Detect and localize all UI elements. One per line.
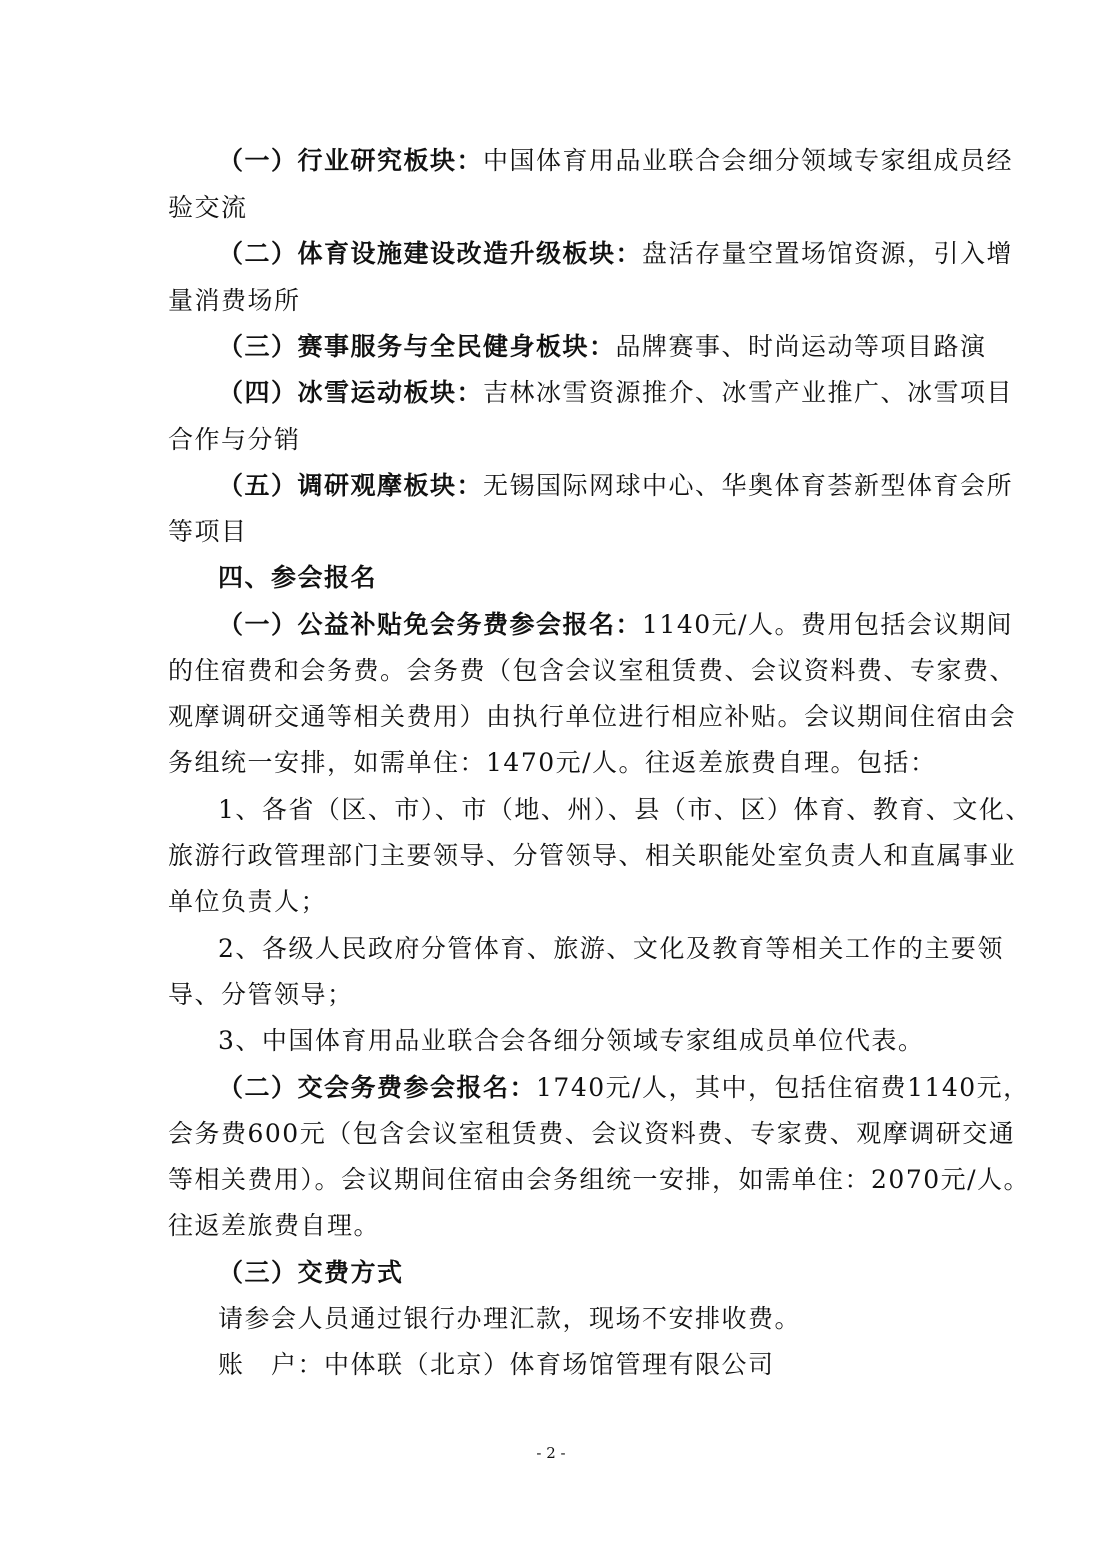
account-line — [218, 1349, 938, 1381]
line-heading: （一）行业研究板块： — [218, 146, 484, 175]
line-heading: （四）冰雪运动板块： — [218, 378, 484, 407]
line-text: 量消费场所 — [168, 286, 301, 315]
line-text: 的住宿费和会务费。会务费（包含会议室租赁费、会议资料费、专家费、 — [168, 656, 1017, 685]
line-text: 往返差旅费自理。 — [168, 1211, 381, 1240]
paragraph-line — [168, 516, 938, 548]
line-text: 等项目 — [168, 517, 248, 546]
line-heading: （一）公益补贴免会务费参会报名： — [218, 610, 643, 639]
line-text: 1740元/人，其中，包括住宿费1140元， — [536, 1073, 1030, 1102]
line-heading: （二）体育设施建设改造升级板块： — [218, 239, 643, 268]
line-text: 1、各省（区、市）、市（地、州）、县（市、区）体育、教育、文化、 — [218, 795, 1032, 824]
paragraph-line — [218, 609, 1014, 641]
line-text: 中国体育用品业联合会细分领域专家组成员经 — [483, 146, 1014, 175]
line-text: 旅游行政管理部门主要领导、分管领导、相关职能处室负责人和直属事业 — [168, 841, 1017, 870]
line-text: 会务费600元（包含会议室租赁费、会议资料费、专家费、观摩调研交通 — [168, 1119, 1016, 1148]
paragraph-line — [168, 747, 938, 779]
line-text: 等相关费用）。会议期间住宿由会务组统一安排，如需单住：2070元/人。 — [168, 1165, 1031, 1194]
paragraph-line — [218, 331, 987, 363]
line-text: 请参会人员通过银行办理汇款，现场不安排收费。 — [218, 1304, 802, 1333]
line-text: 吉林冰雪资源推介、冰雪产业推广、冰雪项目 — [483, 378, 1014, 407]
line-heading: 四、参会报名 — [218, 563, 378, 592]
line-text: 单位负责人； — [168, 887, 328, 916]
line-heading: （三）赛事服务与全民健身板块： — [218, 332, 616, 361]
paragraph-line — [218, 470, 1014, 502]
paragraph-line — [168, 1210, 938, 1242]
line-text: 务组统一安排，如需单住：1470元/人。往返差旅费自理。包括： — [168, 748, 937, 777]
list-item — [218, 933, 1004, 965]
paragraph-line — [218, 145, 1014, 177]
paragraph-line — [168, 285, 938, 317]
line-heading: （三）交费方式 — [218, 1258, 404, 1287]
paragraph-line — [218, 1303, 938, 1335]
paragraph-line — [168, 1118, 1016, 1150]
paragraph-line — [168, 655, 1017, 687]
line-text: 导、分管领导； — [168, 980, 354, 1009]
line-heading: （二）交会务费参会报名： — [218, 1073, 537, 1102]
paragraph-line — [168, 1164, 1031, 1196]
paragraph-line — [168, 424, 938, 456]
line-text: 3、中国体育用品业联合会各细分领域专家组成员单位代表。 — [218, 1026, 925, 1055]
line-text: 观摩调研交通等相关费用）由执行单位进行相应补贴。会议期间住宿由会 — [168, 702, 1017, 731]
list-item — [218, 1025, 938, 1057]
line-text: 合作与分销 — [168, 425, 301, 454]
page-number: - 2 - — [536, 1444, 566, 1462]
paragraph-line — [218, 377, 1014, 409]
paragraph-line — [168, 979, 938, 1011]
line-heading: （五）调研观摩板块： — [218, 471, 484, 500]
line-text: 2、各级人民政府分管体育、旅游、文化及教育等相关工作的主要领 — [218, 934, 1004, 963]
paragraph-line — [168, 701, 1017, 733]
subsection-heading — [218, 1257, 938, 1289]
paragraph-line — [168, 886, 938, 918]
paragraph-line — [218, 238, 1014, 270]
line-text: 验交流 — [168, 193, 248, 222]
list-item — [218, 794, 1032, 826]
line-text: 品牌赛事、时尚运动等项目路演 — [615, 332, 987, 361]
paragraph-line — [168, 192, 938, 224]
paragraph-line — [218, 1072, 1030, 1104]
line-text: 无锡国际网球中心、华奥体育荟新型体育会所 — [483, 471, 1014, 500]
section-heading — [218, 562, 938, 594]
line-text: 1140元/人。费用包括会议期间 — [642, 610, 1014, 639]
paragraph-line — [168, 840, 1017, 872]
line-text: 账 户：中体联（北京）体育场馆管理有限公司 — [218, 1350, 775, 1379]
line-text: 盘活存量空置场馆资源，引入增 — [642, 239, 1014, 268]
